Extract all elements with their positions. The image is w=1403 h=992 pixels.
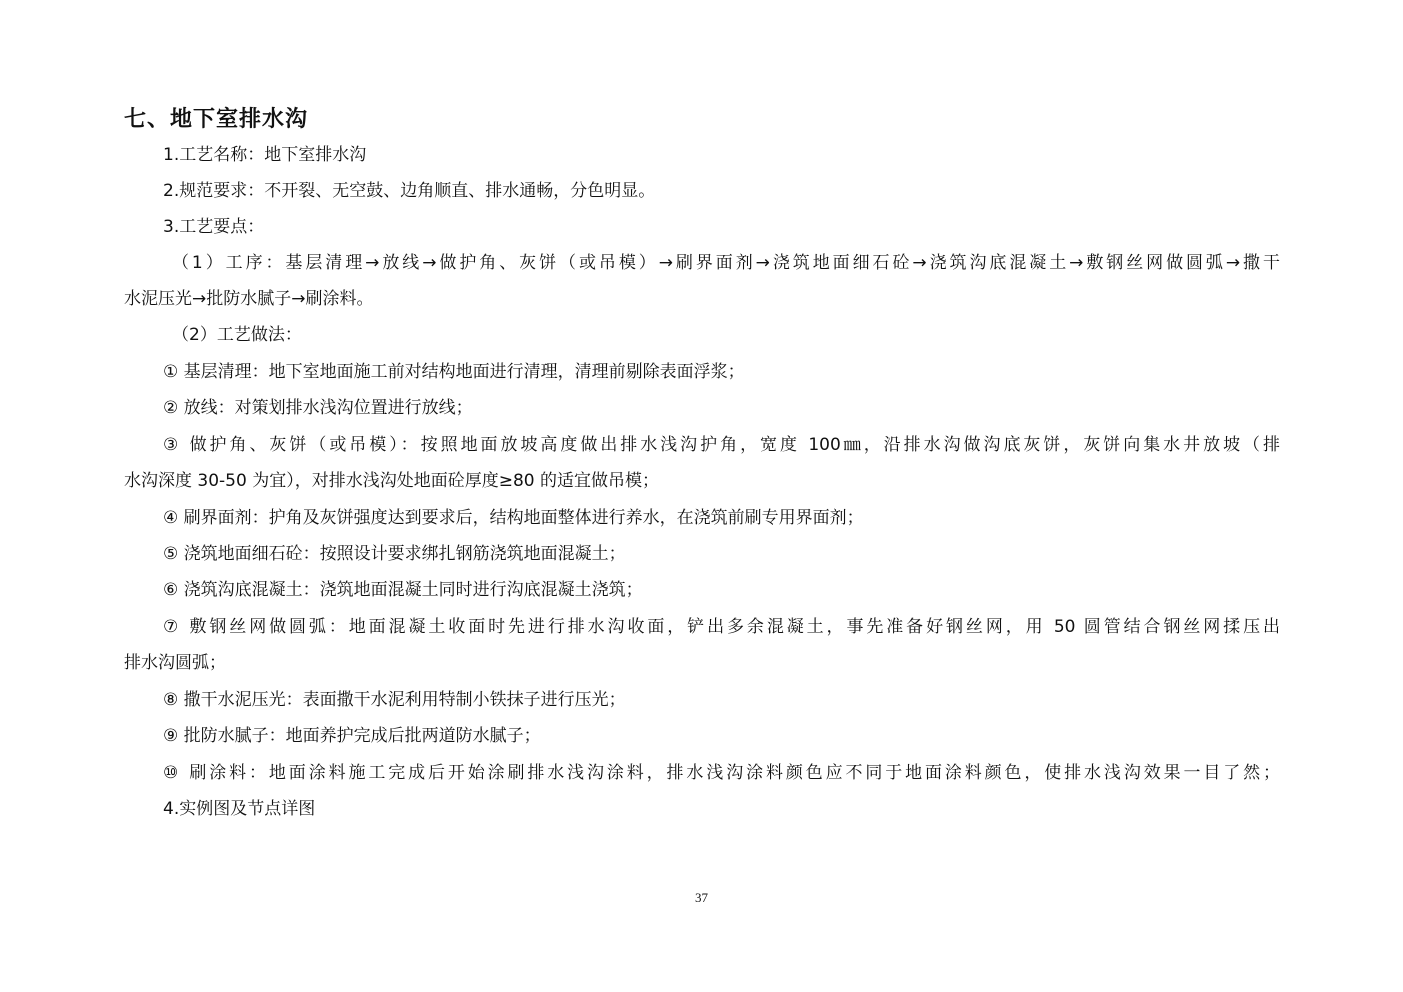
- section-heading: 七、地下室排水沟: [124, 107, 309, 132]
- procedure-line-1: （1）工序：基层清理→放线→做护角、灰饼（或吊模）→刷界面剂→浇筑地面细石砼→浇筑沟底混凝土→敷钢丝网做圆弧→撒干: [172, 253, 1280, 273]
- step-2: ② 放线：对策划排水浅沟位置进行放线；: [163, 398, 473, 418]
- step-8: ⑧ 撒干水泥压光：表面撒干水泥利用特制小铁抹子进行压光；: [163, 690, 626, 710]
- page-number: 37: [695, 890, 708, 905]
- key-points-heading: 3.工艺要点：: [163, 217, 265, 237]
- examples-heading: 4.实例图及节点详图: [163, 799, 316, 819]
- step-3-line-2: 水沟深度 30-50 为宜），对排水浅沟处地面砼厚度≥80 的适宜做吊模；: [124, 471, 659, 491]
- step-7-line-2: 排水沟圆弧；: [124, 653, 226, 673]
- step-4: ④ 刷界面剂：护角及灰饼强度达到要求后，结构地面整体进行养水，在浇筑前刷专用界面剂；: [163, 508, 864, 528]
- procedure-line-2: 水泥压光→批防水腻子→刷涂料。: [124, 289, 374, 309]
- method-heading: （2）工艺做法：: [172, 325, 302, 345]
- step-9: ⑨ 批防水腻子：地面养护完成后批两道防水腻子；: [163, 726, 541, 746]
- step-5: ⑤ 浇筑地面细石砼：按照设计要求绑扎钢筋浇筑地面混凝土；: [163, 544, 626, 564]
- step-1: ① 基层清理：地下室地面施工前对结构地面进行清理，清理前剔除表面浮浆；: [163, 362, 745, 382]
- process-name-line: 1.工艺名称：地下室排水沟: [163, 145, 367, 165]
- step-7-line-1: ⑦ 敷钢丝网做圆弧：地面混凝土收面时先进行排水沟收面，铲出多余混凝土，事先准备好钢丝网，用 50 圆管结合钢丝网揉压出: [163, 617, 1280, 637]
- step-3-line-1: ③ 做护角、灰饼（或吊模）：按照地面放坡高度做出排水浅沟护角，宽度 100㎜，沿排水沟做沟底灰饼，灰饼向集水井放坡（排: [163, 435, 1280, 455]
- step-6: ⑥ 浇筑沟底混凝土：浇筑地面混凝土同时进行沟底混凝土浇筑；: [163, 580, 643, 600]
- spec-requirements-line: 2.规范要求：不开裂、无空鼓、边角顺直、排水通畅，分色明显。: [163, 181, 656, 201]
- step-10: ⑩ 刷涂料：地面涂料施工完成后开始涂刷排水浅沟涂料，排水浅沟涂料颜色应不同于地面涂料颜色，使排水浅沟效果一目了然；: [163, 763, 1280, 783]
